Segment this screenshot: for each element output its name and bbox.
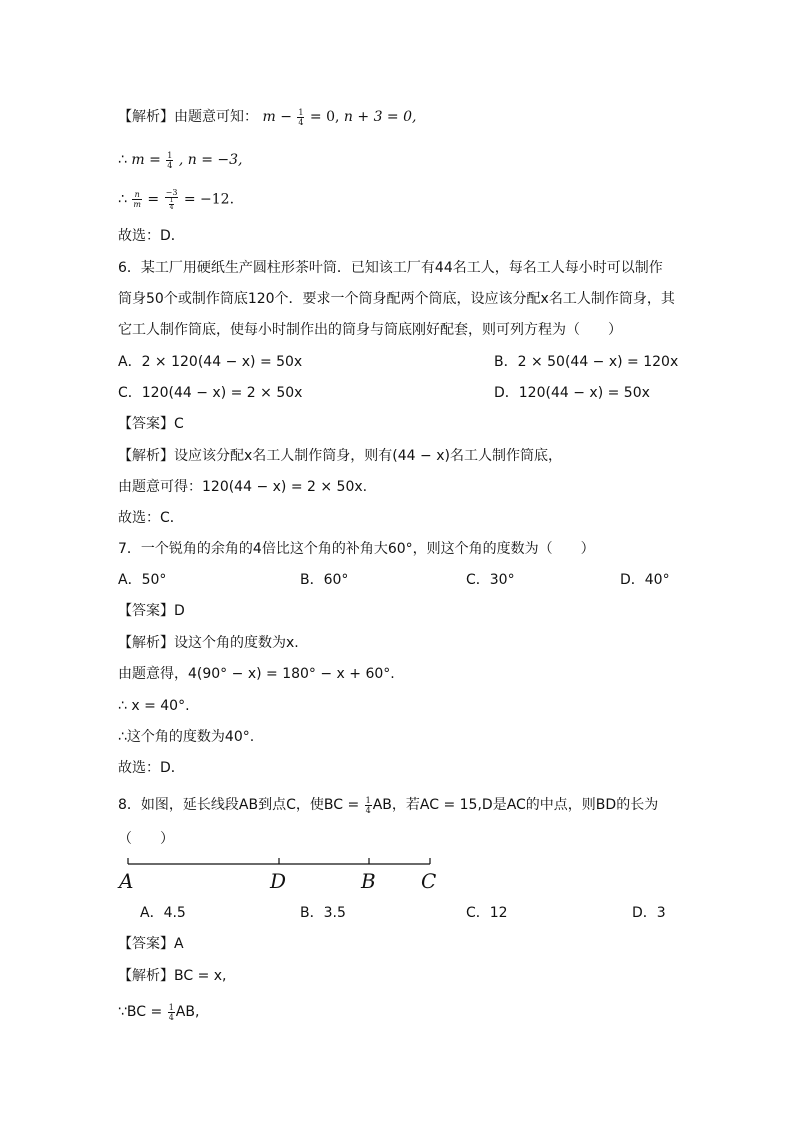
fraction-n-over-m: $\frac{n}{m}$: [133, 190, 141, 209]
q8-analysis-1: 【解析】BC = x,: [118, 968, 227, 984]
analysis-line-1: [118, 107, 416, 127]
q8-option-b: B．3.5: [300, 905, 346, 921]
q6-analysis-1: 【解析】设应该分配x名工人制作筒身，则有(44 − x)名工人制作筒底，: [118, 448, 562, 464]
q7-option-b: B．60°: [300, 572, 349, 588]
m-equals: m =: [131, 152, 161, 168]
n-equals: , n = −3,: [178, 152, 243, 168]
q6-option-c: C．120(44 − x) = 2 × 50x: [118, 385, 303, 401]
q6-stem-line-2: 筒身50个或制作筒底120个．要求一个筒身配两个筒底，设应该分配x名工人制作筒身，其: [118, 291, 675, 307]
equals-sign: =: [147, 191, 160, 208]
equation-n: n + 3 = 0,: [343, 109, 417, 125]
q7-choose: 故选：D．: [118, 760, 185, 776]
q6-option-b: B．2 × 50(44 − x) = 120x: [494, 354, 679, 370]
analysis-line-3: [118, 188, 234, 211]
q8-stem-part-b: AB，若AC = 15,D是AC的中点，则BD的长为: [372, 797, 659, 813]
point-label-a: A: [119, 869, 134, 893]
point-label-b: B: [361, 869, 376, 893]
q6-answer: 【答案】C: [118, 416, 184, 432]
q8-stem-line-2: （ ）: [118, 831, 174, 847]
q8-analysis-part-b: AB,: [175, 1004, 200, 1020]
analysis-label: 【解析】: [118, 109, 174, 125]
q7-answer: 【答案】D: [118, 603, 185, 619]
q6-option-d: D．120(44 − x) = 50x: [494, 385, 650, 401]
q8-option-d: D．3: [632, 905, 666, 921]
q6-option-a: A．2 × 120(44 − x) = 50x: [118, 354, 303, 370]
q8-stem-line-1: [118, 795, 658, 815]
q8-answer: 【答案】A: [118, 936, 184, 952]
point-label-c: C: [421, 869, 437, 893]
fraction-one-quarter: $\frac{1}{4}$: [168, 1002, 174, 1022]
fraction-one-quarter: $\frac{1}{4}$: [298, 107, 304, 127]
point-label-d: D: [270, 869, 287, 893]
q6-choose: 故选：C．: [118, 510, 184, 526]
q7-analysis-2: 由题意得，4(90° − x) = 180° − x + 60°.: [118, 666, 395, 682]
q7-option-c: C．30°: [466, 572, 515, 588]
minus-sign: −: [280, 109, 292, 125]
q7-option-a: A．50°: [118, 572, 167, 588]
fraction-m-value: $\frac{1}{4}$: [167, 150, 173, 170]
fraction-compound: $\frac{-3}{\frac{1}{4}}$: [165, 188, 178, 211]
q8-analysis-2: [118, 1002, 199, 1022]
fraction-one-quarter: $\frac{1}{4}$: [365, 795, 371, 815]
q8-analysis-part-a: ∵BC =: [118, 1004, 163, 1020]
q6-analysis-2: 由题意可得：120(44 − x) = 2 × 50x.: [118, 479, 368, 495]
q8-stem-part-a: 8．如图，延长线段AB到点C，使BC =: [118, 797, 360, 813]
equation-rhs: = 0,: [309, 109, 340, 125]
q6-stem-line-1: 6．某工厂用硬纸生产圆柱形茶叶筒．已知该工厂有44名工人，每名工人每小时可以制作: [118, 260, 663, 276]
q7-stem: 7．一个锐角的余角的4倍比这个角的补角大60°，则这个角的度数为（ ）: [118, 541, 595, 557]
q8-option-c: C．12: [466, 905, 508, 921]
q7-analysis-3: ∴ x = 40°.: [118, 698, 190, 714]
choose-line-1: 故选：D．: [118, 228, 185, 244]
analysis-text: 由题意可知：: [174, 109, 258, 125]
q6-stem-line-3: 它工人制作筒底，使每小时制作出的筒身与筒底刚好配套，则可列方程为（ ）: [118, 322, 622, 338]
q7-analysis-4: ∴这个角的度数为40°.: [118, 729, 255, 745]
q7-analysis-1: 【解析】设这个角的度数为x.: [118, 635, 299, 651]
analysis-line-2: [118, 150, 242, 170]
therefore-symbol: ∴: [118, 152, 127, 168]
var-m: m: [262, 109, 276, 125]
result-value: = −12.: [183, 191, 235, 208]
q7-option-d: D．40°: [620, 572, 670, 588]
q8-option-a: A．4.5: [140, 905, 186, 921]
therefore-symbol: ∴: [118, 191, 127, 208]
